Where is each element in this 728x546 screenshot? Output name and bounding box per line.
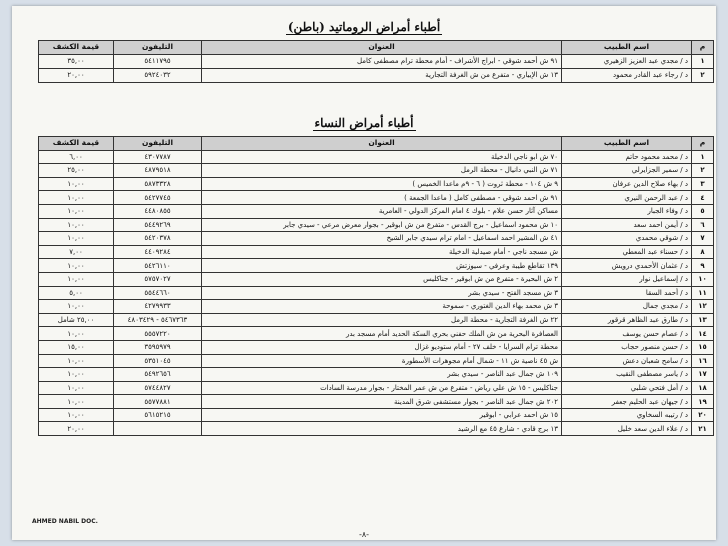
cell-num: ٢ bbox=[692, 164, 714, 178]
cell-address: ٢ ش البحيرة - متفرع من ش ابوقير - جناكليس bbox=[202, 272, 562, 286]
cell-fee: ١٠,٠٠ bbox=[39, 177, 114, 191]
table-row bbox=[39, 54, 714, 68]
cell-fee: ٥,٠٠ bbox=[39, 286, 114, 300]
cell-phone: ٥٤٤٩٢٦٩ bbox=[114, 218, 202, 232]
cell-address: ١٠٩ ش جمال عبد الناصر - سيدي بشر bbox=[202, 368, 562, 382]
cell-doctor: د / رجاء عبد القادر محمود bbox=[562, 68, 692, 82]
cell-fee: ٢٠,٠٠ bbox=[39, 68, 114, 82]
header-fee: قيمة الكشف bbox=[39, 137, 114, 151]
cell-fee: ٢٠,٠٠ bbox=[39, 422, 114, 436]
cell-doctor: د / إسماعيل نوار bbox=[562, 272, 692, 286]
cell-phone: ٥٧٤٤٨٢٧ bbox=[114, 381, 202, 395]
cell-doctor: د / شوقي محمدي bbox=[562, 232, 692, 246]
cell-phone: ٤٣٠٧٧٨٧ bbox=[114, 150, 202, 164]
cell-num: ١٨ bbox=[692, 381, 714, 395]
cell-fee: ٢٥,٠٠ bbox=[39, 164, 114, 178]
cell-doctor: د / أمل فتحي شلبي bbox=[562, 381, 692, 395]
header-fee: قيمة الكشف bbox=[39, 41, 114, 55]
cell-fee: ١٠,٠٠ bbox=[39, 204, 114, 218]
table-row bbox=[39, 408, 714, 422]
cell-doctor: د / سمير الجزايرلي bbox=[562, 164, 692, 178]
rheumatoid-doctors-table bbox=[38, 40, 714, 83]
cell-phone: ٥٧٥٧٠٢٧ bbox=[114, 272, 202, 286]
page-number: -٨- bbox=[358, 530, 370, 539]
header-address: العنوان bbox=[202, 41, 562, 55]
table-body bbox=[39, 150, 714, 435]
table-row bbox=[39, 286, 714, 300]
cell-phone: ٥٥٤٤٦٦٠ bbox=[114, 286, 202, 300]
cell-fee: ٢٥,٠٠ شامل bbox=[39, 313, 114, 327]
cell-address: ١٥ ش احمد عرابي - ابوقير bbox=[202, 408, 562, 422]
cell-fee: ١٠,٠٠ bbox=[39, 191, 114, 205]
cell-num: ٦ bbox=[692, 218, 714, 232]
cell-num: ٨ bbox=[692, 245, 714, 259]
cell-fee: ١٠,٠٠ bbox=[39, 327, 114, 341]
header-doctor: اسم الطبيب bbox=[562, 137, 692, 151]
table-row bbox=[39, 245, 714, 259]
cell-doctor: د / عثمان الأحمدي درويش bbox=[562, 259, 692, 273]
cell-phone: ٥٨٧٣٣٢٨ bbox=[114, 177, 202, 191]
cell-num: ١٥ bbox=[692, 340, 714, 354]
document-page bbox=[12, 6, 716, 540]
header-num: م bbox=[692, 137, 714, 151]
cell-address: ش مسجد ناجي - أمام صيدلية الدخيلة bbox=[202, 245, 562, 259]
cell-address: ٣ ش محمد بهاء الدين الغتوري - سموحة bbox=[202, 300, 562, 314]
cell-phone: ٤٨٧٩٥١٨ bbox=[114, 164, 202, 178]
cell-num: ١ bbox=[692, 54, 714, 68]
cell-num: ١ bbox=[692, 150, 714, 164]
cell-num: ١٢ bbox=[692, 300, 714, 314]
table-row bbox=[39, 422, 714, 436]
cell-address: ١٣ برج قادي - شارع ٤٥ مع الرشيد bbox=[202, 422, 562, 436]
cell-doctor: د / عبد الرحمن النيري bbox=[562, 191, 692, 205]
cell-num: ١٩ bbox=[692, 395, 714, 409]
header-address: العنوان bbox=[202, 137, 562, 151]
cell-doctor: د / رتيبه السخاوي bbox=[562, 408, 692, 422]
section2-title: أطباء أمراض النساء bbox=[314, 116, 414, 130]
cell-fee: ٦,٠٠ bbox=[39, 150, 114, 164]
cell-fee: ٣٥,٠٠ bbox=[39, 54, 114, 68]
cell-phone: ٥٤٦٧٣٦٣ - ٤٨٠٣٤٢٩ bbox=[114, 313, 202, 327]
cell-address: جناكليس - ١٥ ش علي رياض - متفرع من ش عمر المختار - بجوار مدرسة السادات bbox=[202, 381, 562, 395]
cell-doctor: د / بهاء صلاح الدين عرفان bbox=[562, 177, 692, 191]
cell-address: ٩ ش ١٠٤ - محطة ثروت ( ٦ - ٩م ماعدا الخميس ) bbox=[202, 177, 562, 191]
cell-phone: ٤٤٠٩٢٨٤ bbox=[114, 245, 202, 259]
table-row bbox=[39, 300, 714, 314]
cell-fee: ١٠,٠٠ bbox=[39, 272, 114, 286]
cell-doctor: د / جيهان عبد الحليم جعفر bbox=[562, 395, 692, 409]
cell-fee: ١٠,٠٠ bbox=[39, 259, 114, 273]
table-header-row bbox=[39, 41, 714, 55]
cell-address: ٩١ ش احمد شوقي - مصطفى كامل ( ماعدا الجمعة ) bbox=[202, 191, 562, 205]
table-row bbox=[39, 150, 714, 164]
table-row bbox=[39, 68, 714, 82]
cell-address: ٧١ ش النبي دانيال - محطة الرمل bbox=[202, 164, 562, 178]
cell-doctor: د / ياسر مصطفى النقيب bbox=[562, 368, 692, 382]
cell-num: ٩ bbox=[692, 259, 714, 273]
cell-address: ٤١ ش المشير احمد اسماعيل - امام ترام سيدي جابر الشيخ bbox=[202, 232, 562, 246]
table-body bbox=[39, 54, 714, 82]
cell-phone: ٥٤٢٦١١٠ bbox=[114, 259, 202, 273]
cell-num: ١٧ bbox=[692, 368, 714, 382]
table-row bbox=[39, 164, 714, 178]
table-row bbox=[39, 259, 714, 273]
cell-doctor: د / علاء الدين سعد خليل bbox=[562, 422, 692, 436]
table-row bbox=[39, 327, 714, 341]
cell-doctor: د / أيمن احمد سعد bbox=[562, 218, 692, 232]
cell-fee: ١٠,٠٠ bbox=[39, 408, 114, 422]
cell-doctor: د / حسناء عبد المعطي bbox=[562, 245, 692, 259]
cell-phone: ٤٤٨٠٨٥٥ bbox=[114, 204, 202, 218]
cell-num: ١٠ bbox=[692, 272, 714, 286]
cell-num: ٢ bbox=[692, 68, 714, 82]
cell-phone: ٤٢٧٩٩٣٣ bbox=[114, 300, 202, 314]
header-phone: التليفون bbox=[114, 137, 202, 151]
table-row bbox=[39, 368, 714, 382]
cell-fee: ١٠,٠٠ bbox=[39, 368, 114, 382]
cell-phone bbox=[114, 422, 202, 436]
cell-address: ١٣٩ تقاطع طيبة وعرفي - سيوزتش bbox=[202, 259, 562, 273]
cell-doctor: د / عصام حسن يوسف bbox=[562, 327, 692, 341]
cell-num: ٣ bbox=[692, 177, 714, 191]
cell-fee: ١٥,٠٠ bbox=[39, 340, 114, 354]
cell-doctor: د / وفاء الجبار bbox=[562, 204, 692, 218]
table-row bbox=[39, 313, 714, 327]
cell-num: ٧ bbox=[692, 232, 714, 246]
header-doctor: اسم الطبيب bbox=[562, 41, 692, 55]
cell-address: ٢٢ ش الغرفة التجارية - محطة الرمل bbox=[202, 313, 562, 327]
cell-doctor: د / طارق عبد الظاهر قرقور bbox=[562, 313, 692, 327]
cell-phone: ٥٦١٥٢١٥ bbox=[114, 408, 202, 422]
cell-phone: ٥٤٢٠٣٧٨ bbox=[114, 232, 202, 246]
table-row bbox=[39, 381, 714, 395]
cell-doctor: د / محمد محمود حاتم bbox=[562, 150, 692, 164]
cell-address: ٣ ش مسجد الفتح - سيدي بشر bbox=[202, 286, 562, 300]
cell-fee: ١٠,٠٠ bbox=[39, 232, 114, 246]
table-header-row bbox=[39, 137, 714, 151]
cell-doctor: د / سامح شعبان دعش bbox=[562, 354, 692, 368]
cell-address: العصافرة البحرية من ش الملك حفني بحري السكة الحديد أمام مسجد بدر bbox=[202, 327, 562, 341]
header-num: م bbox=[692, 41, 714, 55]
cell-doctor: د / أحمد السقا bbox=[562, 286, 692, 300]
cell-fee: ١٠,٠٠ bbox=[39, 354, 114, 368]
cell-num: ٤ bbox=[692, 191, 714, 205]
cell-phone: ٥٣٥١٠٤٥ bbox=[114, 354, 202, 368]
cell-address: ٢٠٢ ش جمال عبد الناصر - بجوار مستشفى شرق المدينة bbox=[202, 395, 562, 409]
cell-phone: ٥٩٢٤٠٣٢ bbox=[114, 68, 202, 82]
cell-num: ١٤ bbox=[692, 327, 714, 341]
cell-address: ١٣ ش الإبياري - متفرع من ش الغرفة التجارية bbox=[202, 68, 562, 82]
cell-phone: ٥٤١١٧٩٥ bbox=[114, 54, 202, 68]
cell-phone: ٥٥٧٧٨٨١ bbox=[114, 395, 202, 409]
cell-fee: ١٠,٠٠ bbox=[39, 395, 114, 409]
table-row bbox=[39, 340, 714, 354]
author-footer: AHMED NABIL DOC. bbox=[32, 518, 98, 525]
cell-fee: ١٠,٠٠ bbox=[39, 381, 114, 395]
header-phone: التليفون bbox=[114, 41, 202, 55]
cell-num: ١٦ bbox=[692, 354, 714, 368]
cell-phone: ٣٥٩٥٩٧٩ bbox=[114, 340, 202, 354]
cell-doctor: د / مجدي عبد العزيز الزهيري bbox=[562, 54, 692, 68]
cell-num: ٢٠ bbox=[692, 408, 714, 422]
table-row bbox=[39, 354, 714, 368]
cell-num: ١٣ bbox=[692, 313, 714, 327]
table-row bbox=[39, 272, 714, 286]
table-row bbox=[39, 395, 714, 409]
cell-fee: ١٠,٠٠ bbox=[39, 218, 114, 232]
cell-fee: ١٠,٠٠ bbox=[39, 300, 114, 314]
cell-address: ٩١ ش أحمد شوقي - ابراج الأشراف - أمام محطة ترام مصطفى كامل bbox=[202, 54, 562, 68]
cell-address: ١٠ ش محمود اسماعيل - برج القدس - متفرع من ش ابوقير - بجوار معرض مرعي - سيدي جابر bbox=[202, 218, 562, 232]
cell-phone: ٥٤٢٧٧٤٥ bbox=[114, 191, 202, 205]
cell-address: ٧٠ ش ابو ناجي الدخيلة bbox=[202, 150, 562, 164]
cell-num: ٥ bbox=[692, 204, 714, 218]
cell-num: ١١ bbox=[692, 286, 714, 300]
cell-phone: ٥٤٩٢٦٥٦ bbox=[114, 368, 202, 382]
table-row bbox=[39, 232, 714, 246]
cell-doctor: د / حسن منصور حجاب bbox=[562, 340, 692, 354]
cell-address: محطة ترام السرايا - خلف ٢٧ - أمام ستوديو غزال bbox=[202, 340, 562, 354]
cell-fee: ٧,٠٠ bbox=[39, 245, 114, 259]
gynecology-doctors-table bbox=[38, 136, 714, 436]
cell-doctor: د / مجدي جمال bbox=[562, 300, 692, 314]
cell-address: مساكن آثار حسن علام - بلوك ٤ امام المركز الدولي - العامرية bbox=[202, 204, 562, 218]
cell-address: ش ٤٥ ناصية ش ١١ - شمال أمام مجوهرات الأسطورة bbox=[202, 354, 562, 368]
section1-title: أطباء أمراض الروماتيد (باطن) bbox=[287, 20, 441, 34]
table-row bbox=[39, 191, 714, 205]
table-row bbox=[39, 177, 714, 191]
table-row bbox=[39, 204, 714, 218]
cell-num: ٢١ bbox=[692, 422, 714, 436]
cell-phone: ٥٥٥٧٢٢٠ bbox=[114, 327, 202, 341]
table-row bbox=[39, 218, 714, 232]
